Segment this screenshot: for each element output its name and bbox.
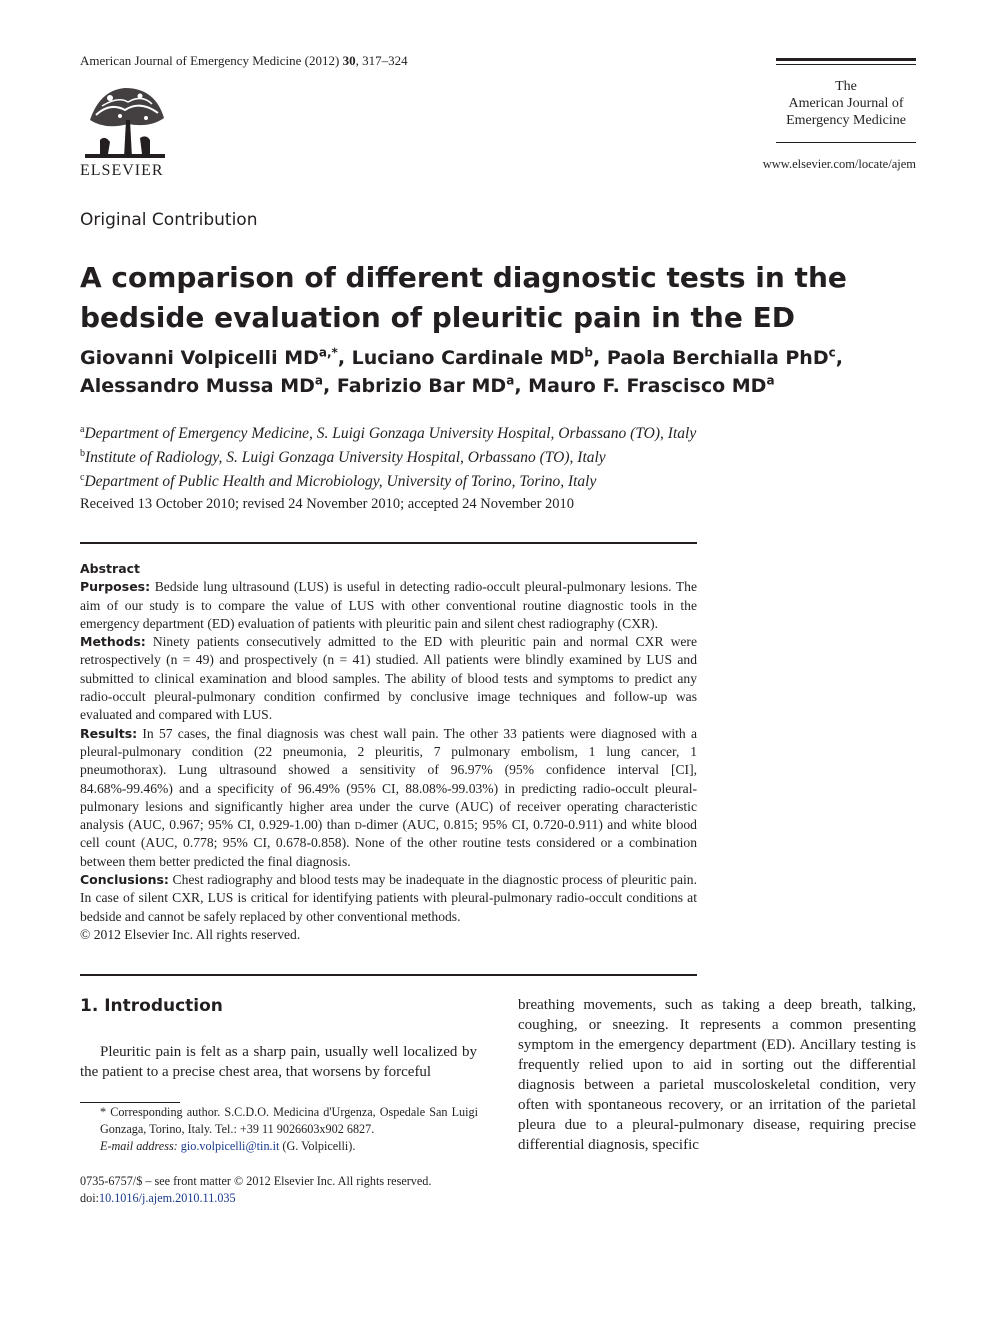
issn-line: 0735-6757/$ – see front matter © 2012 Elsevier Inc. All rights reserved. <box>80 1174 432 1188</box>
abstract <box>80 560 697 944</box>
author-list: Giovanni Volpicelli $MD^{a,*}$, Luciano Cardinale $MD^b$, Paola Berchialla PhD$^c$, Alessandro Mussa $MD^a$, Fabrizio Bar $MD^a$, Mauro F. Frascisco $MD^a$ <box>80 345 843 397</box>
author-affiliation-mark: a <box>766 373 775 388</box>
author[interactable]: Paola Berchialla PhD$^c$ <box>606 345 836 369</box>
corresponding-author-footnote: * Corresponding author. S.C.D.O. Medicina d'Urgenza, Ospedale San Luigi Gonzaga, Torino, Italy. Tel.: +39 11 9026603x902 6827. E-mail address: gio.volpicelli@tin.it (G. Volpicelli). <box>100 1105 478 1153</box>
abstract-heading: Abstract <box>80 561 141 576</box>
affiliation: $^b$Institute of Radiology, S. Luigi Gonzaga University Hospital, Orbassano (TO), Italy <box>80 448 606 467</box>
header-rule-thick <box>776 58 916 61</box>
doi-line: doi:10.1016/j.ajem.2010.11.035 <box>80 1191 236 1205</box>
journal-title-rule <box>776 142 916 143</box>
author[interactable]: Mauro F. Frascisco $MD^a$ <box>528 373 775 397</box>
journal-website-link[interactable]: www.elsevier.com/locate/ajem <box>762 157 916 171</box>
author-affiliation-mark: c <box>828 345 836 360</box>
author[interactable]: Alessandro Mussa $MD^a$ <box>80 373 323 397</box>
abstract-bottom-rule <box>80 974 697 976</box>
article-title: A comparison of different diagnostic tests in the bedside evaluation of pleuritic pain in the ED <box>80 261 847 334</box>
abstract-methods: Methods: Ninety patients consecutively admitted to the ED with pleuritic pain and normal CXR were retrospectively (n = 49) and prospectively (n = 41) studied. All patients were blindly examined by LUS and submitted to clinical examination and blood samples. The ability of blood tests and symptoms to predict any radio-occult pleural-pulmonary condition confirmed by conclusive image techniques and follow-up was evaluated and compared with LUS. <box>80 634 697 723</box>
article-section: Original Contribution <box>80 210 258 230</box>
abstract-copyright: © 2012 Elsevier Inc. All rights reserved. <box>80 926 301 942</box>
author-affiliation-mark: a,* <box>318 345 338 360</box>
abstract-conclusions: Conclusions: Chest radiography and blood tests may be inadequate in the diagnostic process of pleuritic pain. In case of silent CXR, LUS is critical for identifying patients with pleural-pulmonary radio-occult conditions at bedside and cannot be safely replaced by other conventional methods. <box>80 872 697 924</box>
introduction-paragraph: Pleuritic pain is felt as a sharp pain, usually well localized by the patient to a precise chest area, that worsens by forceful <box>80 1044 477 1080</box>
publisher-name: ELSEVIER <box>80 162 164 179</box>
author[interactable]: Giovanni Volpicelli $MD^{a,*}$ <box>80 345 338 369</box>
author[interactable]: Fabrizio Bar $MD^a$ <box>336 373 515 397</box>
right-column-paragraph: breathing movements, such as taking a deep breath, talking, coughing, or sneezing. It represents a common presenting symptom in the emergency department (ED). Ancillary testing is frequently relied upon to aid in sorting out the differential diagnosis between a parietal muscoloskeletal condition, very often with spontaneous recovery, or an irritation of the parietal pleura due to a pleural-pulmonary disease, requiring precise differential diagnosis, specific <box>518 997 916 1153</box>
author[interactable]: Luciano Cardinale $MD^b$ <box>351 345 593 369</box>
email-link[interactable]: gio.volpicelli@tin.it <box>180 1139 280 1153</box>
affiliations <box>80 420 880 492</box>
author-affiliation-mark: b <box>584 345 593 360</box>
journal-title: The American Journal of Emergency Medicine <box>786 79 906 128</box>
affiliation: $^c$Department of Public Health and Microbiology, University of Torino, Torino, Italy <box>80 472 597 491</box>
issn-doi-block <box>80 1173 480 1207</box>
header-rule-thin <box>776 64 916 65</box>
section-heading-introduction: 1. Introduction <box>80 996 223 1016</box>
author-affiliation-mark: a <box>314 373 323 388</box>
received-dates: Received 13 October 2010; revised 24 November 2010; accepted 24 November 2010 <box>80 496 575 512</box>
author-affiliation-mark: a <box>506 373 515 388</box>
footnote-rule <box>80 1102 180 1103</box>
abstract-results: Results: In 57 cases, the final diagnosis was chest wall pain. The other 33 patients were diagnosed with a pleural-pulmonary condition (22 pneumonia, 2 pleuritis, 7 pulmonary embolism, 1 lung cancer, 1 pneumothorax). Lung ultrasound showed a sensitivity of 96.97% (95% confidence interval [CI], 84.68%-99.46%) and a specificity of 96.49% (95% CI, 88.08%-99.03%) in predicting radio-occult pleural-pulmonary lesions and significantly higher area under the curve (AUC) of receiver operating characteristic analysis (AUC, 0.967; 95% CI, 0.929-1.00) than d-dimer (AUC, 0.815; 95% CI, 0.720-0.911) and white blood cell count (AUC, 0.778; 95% CI, 0.678-0.858). None of the other routine tests considered or a combination between them better predicted the final diagnosis. <box>80 725 697 869</box>
abstract-top-rule <box>80 542 697 544</box>
journal-citation: American Journal of Emergency Medicine (2012) 30, 317–324 <box>80 53 408 68</box>
affiliation: $^a$Department of Emergency Medicine, S. Luigi Gonzaga University Hospital, Orbassano (TO), Italy <box>80 424 697 443</box>
doi-link[interactable]: 10.1016/j.ajem.2010.11.035 <box>98 1191 236 1205</box>
abstract-purposes: Purposes: Bedside lung ultrasound (LUS) is useful in detecting radio-occult pleural-pulmonary lesions. The aim of our study is to compare the value of LUS with other conventional routine diagnostic tools in the emergency department (ED) evaluation of patients with pleuritic pain and silent chest radiography (CXR). <box>80 579 697 631</box>
